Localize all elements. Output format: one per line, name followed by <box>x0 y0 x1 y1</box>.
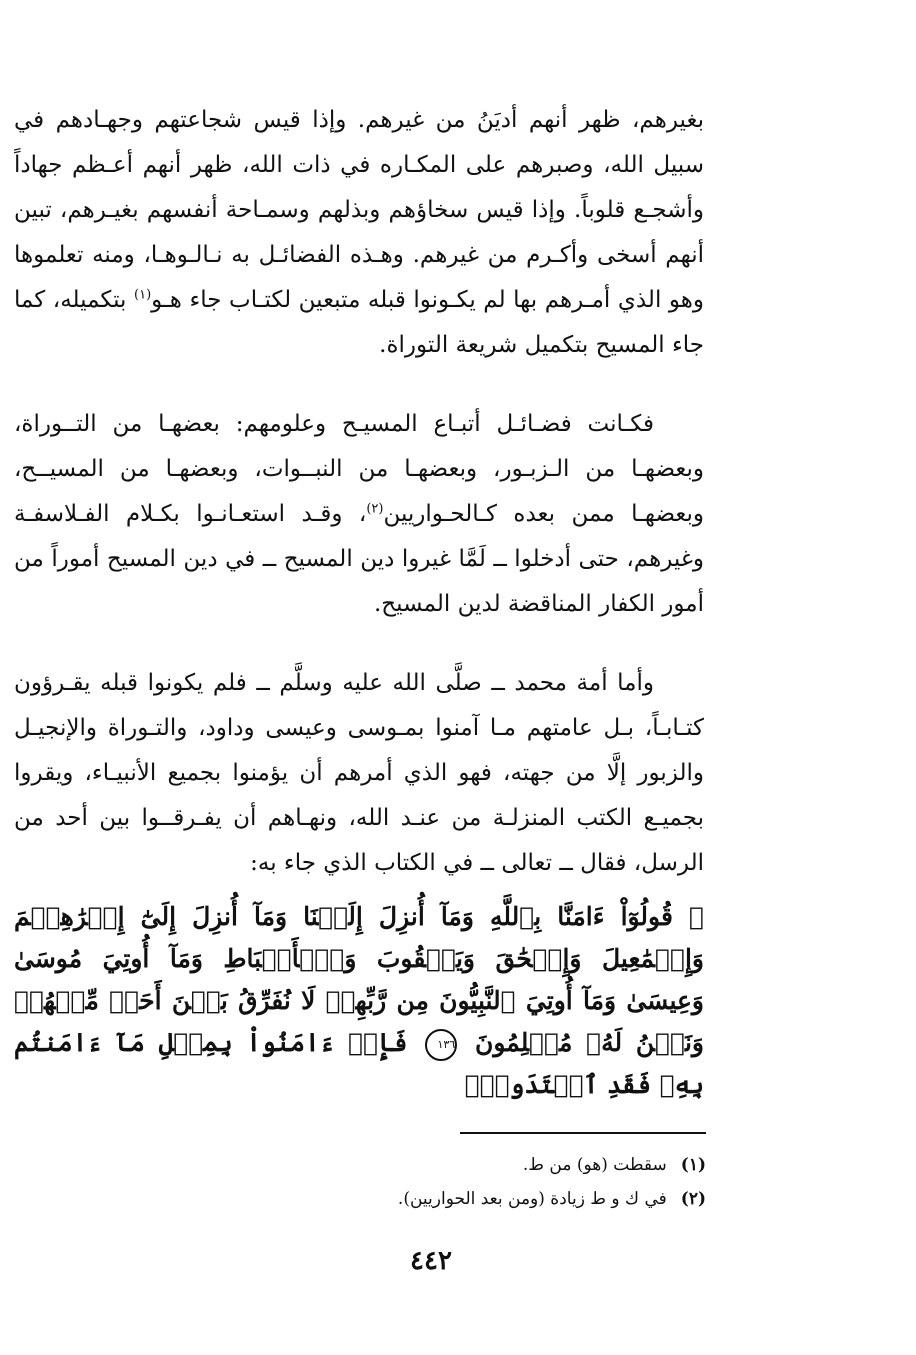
ayah-number-marker: ١٣٦ <box>425 1029 457 1061</box>
paragraph-1-text-after: بتكميله، كما جاء المسيح بتكميل شريعة التوراة. <box>14 287 704 358</box>
footnotes <box>200 1148 706 1216</box>
footnote-2-text: في ك و ط زيادة (ومن بعد الحواريين). <box>397 1189 667 1209</box>
paragraph-gap <box>14 368 704 402</box>
footnote-divider <box>460 1132 706 1134</box>
footnote-2-number: (٢) <box>680 1189 706 1209</box>
page-body <box>14 98 704 1131</box>
paragraph-2 <box>14 402 704 627</box>
footnote-1 <box>200 1148 706 1182</box>
page-number: ٤٤٢ <box>410 1246 452 1276</box>
paragraph-gap <box>14 627 704 661</box>
paragraph-3 <box>14 661 704 886</box>
paragraph-1 <box>14 98 704 368</box>
paragraph-2-text-after: ، وقـد استعـانـوا بكـلام الفـلاسفـة وغيرهم، حتى أدخلوا ــ لَمَّا غيروا دين المسيح ــ في دين المسيح أموراً من أمور الكفار المناقضة لدين المسيح. <box>14 501 704 617</box>
footnote-2 <box>200 1182 706 1216</box>
paragraph-2-text: فكـانت فضـائـل أتبـاع المسيـح وعلومهم: بعضهـا من التــوراة، وبعضهـا من الـزبـور، وبعضهـا من النبــوات، وبعضهـا من المسيــح، وبعضهـا ممن بعده كـالحـواريين <box>14 411 704 527</box>
footnote-1-number: (١) <box>680 1155 706 1175</box>
footnote-ref-1: (١) <box>134 287 152 303</box>
quran-open-bracket: ﴿ <box>688 902 704 931</box>
footnote-1-text: سقطت (هو) من ط. <box>522 1155 667 1175</box>
footnote-ref-2: (٢) <box>366 501 384 517</box>
quran-verse-part-1: قُولُوٓاْ ءَامَنَّا بِٱللَّهِ وَمَآ أُنزِلَ إِلَيۡنَا وَمَآ أُنزِلَ إِلَىٰٓ إِبۡرَٰهِـۧمَ وَإِسۡمَٰعِيلَ وَإِسۡحَٰقَ وَيَعۡقُوبَ وَٱلۡأَسۡبَاطِ وَمَآ أُوتِيَ مُوسَىٰ وَعِيسَىٰ وَمَآ أُوتِيَ ٱلنَّبِيُّونَ مِن رَّبِّهِمۡ لَا نُفَرِّقُ بَيۡنَ أَحَدٖ مِّنۡهُمۡ وَنَحۡنُ لَهُۥ مُسۡلِمُونَ <box>14 902 704 1057</box>
paragraph-3-text: وأما أمة محمد ــ صلَّى الله عليه وسلَّم ــ فلم يكونوا قبله يقـرؤون كتـابـاً، بـل عامتهم مـا آمنوا بمـوسى وعيسى وداود، والتـوراة والإنجيـل والزبور إلَّا من جهته، فهو الذي أمرهم أن يؤمنوا بجميع الأنبيـاء، ويقروا بجميـع الكتب المنزلـة من عنـد الله، ونهـاهم أن يفـرقــوا بين أحد من الرسل، فقال ــ تعالى ــ في الكتاب الذي جاء به: <box>14 670 704 876</box>
quran-verse <box>14 896 704 1106</box>
quran-verse-part-2: فَإِنۡ ءَامَنُواْ بِمِثۡلِ مَآ ءَامَنتُم بِهِۦ فَقَدِ ٱهۡتَدَواْۖ <box>14 1028 704 1099</box>
paragraph-1-text: بغيرهم، ظهر أنهم أديَنُ من غيرهم. وإذا قيس شجاعتهم وجهـادهم في سبيل الله، وصبرهم على المكـاره في ذات الله، ظهر أنهم أعـظم جهاداً وأشجـع قلوباً. وإذا قيس سخاؤهم وبذلهم وسمـاحة أنفسهم بغيـرهم، تبين أنهم أسخى وأكـرم من غيرهم. وهـذه الفضائـل به نـالـوهـا، ومنه تعلموها وهو الذي أمـرهم بها لم يكـونوا قبله متبعين لكتـاب جاء هـو <box>14 107 705 313</box>
